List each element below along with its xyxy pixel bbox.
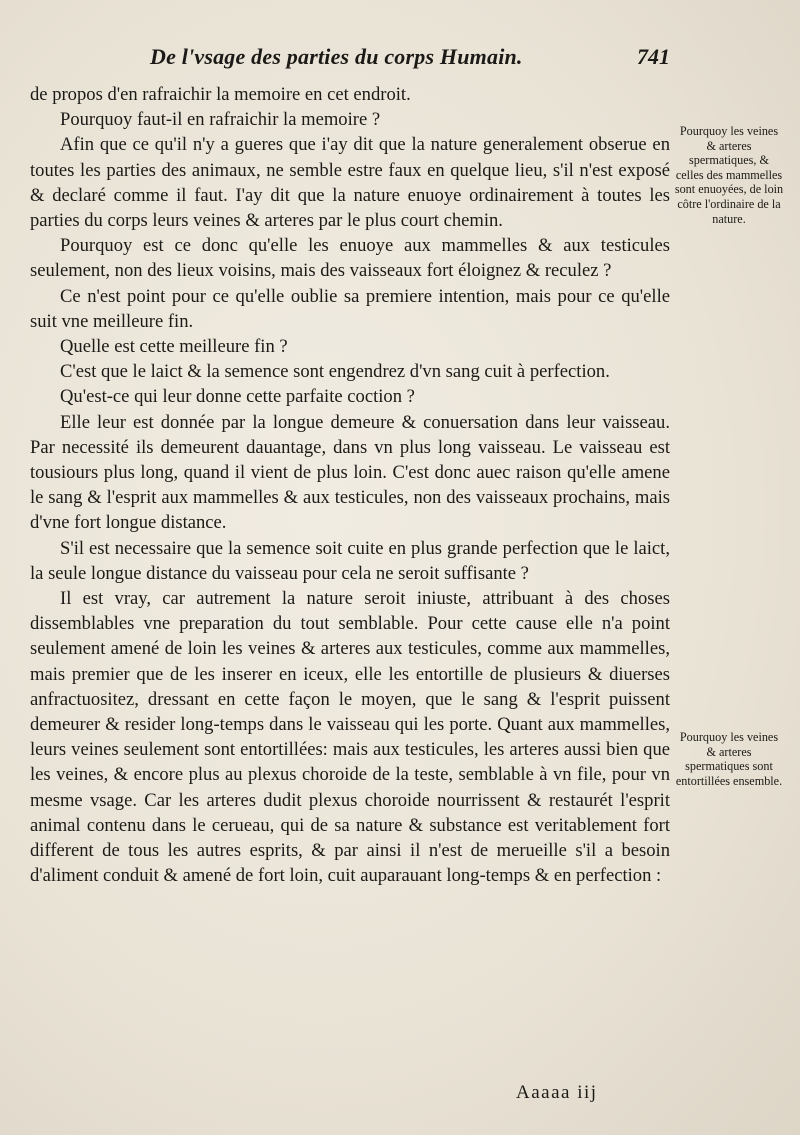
- margin-note: Pourquoy les veines & arteres spermatiques sont entortillées ensemble.: [675, 730, 783, 788]
- paragraph: de propos d'en rafraichir la memoire en cet endroit.: [30, 84, 411, 105]
- paragraph: Afin que ce qu'il n'y a gueres que i'ay dit que la nature generalement obserue en toutes les parties des animaux, ne semble estre faux en quelque lieu, s'il n'est exposé & declaré comme il faut. I'ay dit que la nature enuoye ordinairement à toutes les parties du corps leurs veines & arteres par le plus court chemin.: [30, 134, 670, 232]
- question-paragraph: S'il est necessaire que la semence soit cuite en plus grande perfection que le laict, la seule longue distance du vaisseau pour cela ne seroit suffisante ?: [30, 537, 670, 584]
- question-paragraph: Quelle est cette meilleure fin ?: [60, 336, 288, 358]
- page-header: [150, 44, 710, 70]
- page-number: 741: [637, 44, 670, 69]
- running-title: De l'vsage des parties du corps Humain.: [150, 44, 523, 69]
- paragraph: Ce n'est point pour ce qu'elle oublie sa premiere intention, mais pour ce qu'elle suit vne meilleure fin.: [30, 285, 670, 332]
- question-paragraph: Qu'est-ce qui leur donne cette parfaite coction ?: [60, 386, 415, 408]
- paragraph: Il est vray, car autrement la nature seroit iniuste, attribuant à des choses dissemblables vne preparation du tout semblable. Pour cette cause elle n'a point seulement amené de loin les veines & arteres aux testicules, comme aux mammelles, mais premier que de les inserer en iceux, elle les entortille de plusieurs & diuerses anfractuositez, dressant en cette façon le moyen, que le sang & l'esprit puissent demeurer & resider long-temps dans le vaisseau qui les porte. Quant aux mammelles, leurs veines seulement sont entortillées: mais aux testicules, les arteres aussi bien que les veines, & encore plus au plexus choroide de la teste, semblable à vn file, pour vn mesme vsage. Car les arteres dudit plexus choroide nourrissent & restaurét l'esprit animal contenu dans le cerueau, qui de sa nature & substance est veritablement fort different de tous les autres esprits, & par ainsi il n'est de merueille s'il a besoin d'aliment conduit & amené de fort loin, cuit auparauant long-temps & en perfection :: [30, 588, 670, 887]
- signature-mark: Aaaaa iij: [516, 1082, 598, 1103]
- paragraph: C'est que le laict & la semence sont engendrez d'vn sang cuit à perfection.: [60, 361, 610, 383]
- question-paragraph: Pourquoy faut-il en rafraichir la memoire ?: [60, 109, 381, 131]
- margin-note: Pourquoy les veines & arteres spermatiques, & celles des mammelles sont enuoyées, de loin côtre l'ordinaire de la nature.: [674, 124, 784, 226]
- main-text: [30, 82, 670, 889]
- question-paragraph: Pourquoy est ce donc qu'elle les enuoye aux mammelles & aux testicules seulement, non des lieux voisins, mais des vaisseaux fort éloignez & reculez ?: [30, 235, 670, 282]
- paragraph: Elle leur est donnée par la longue demeure & conuersation dans leur vaisseau. Par necessité ils demeurent dauantage, dans vn plus long vaisseau. Le vaisseau est tousiours plus long, quand il vient de plus loin. C'est donc auec raison qu'elle amene le sang & l'esprit aux mammelles & aux testicules, non des vaisseaux prochains, mais d'vne fort longue distance.: [30, 411, 670, 534]
